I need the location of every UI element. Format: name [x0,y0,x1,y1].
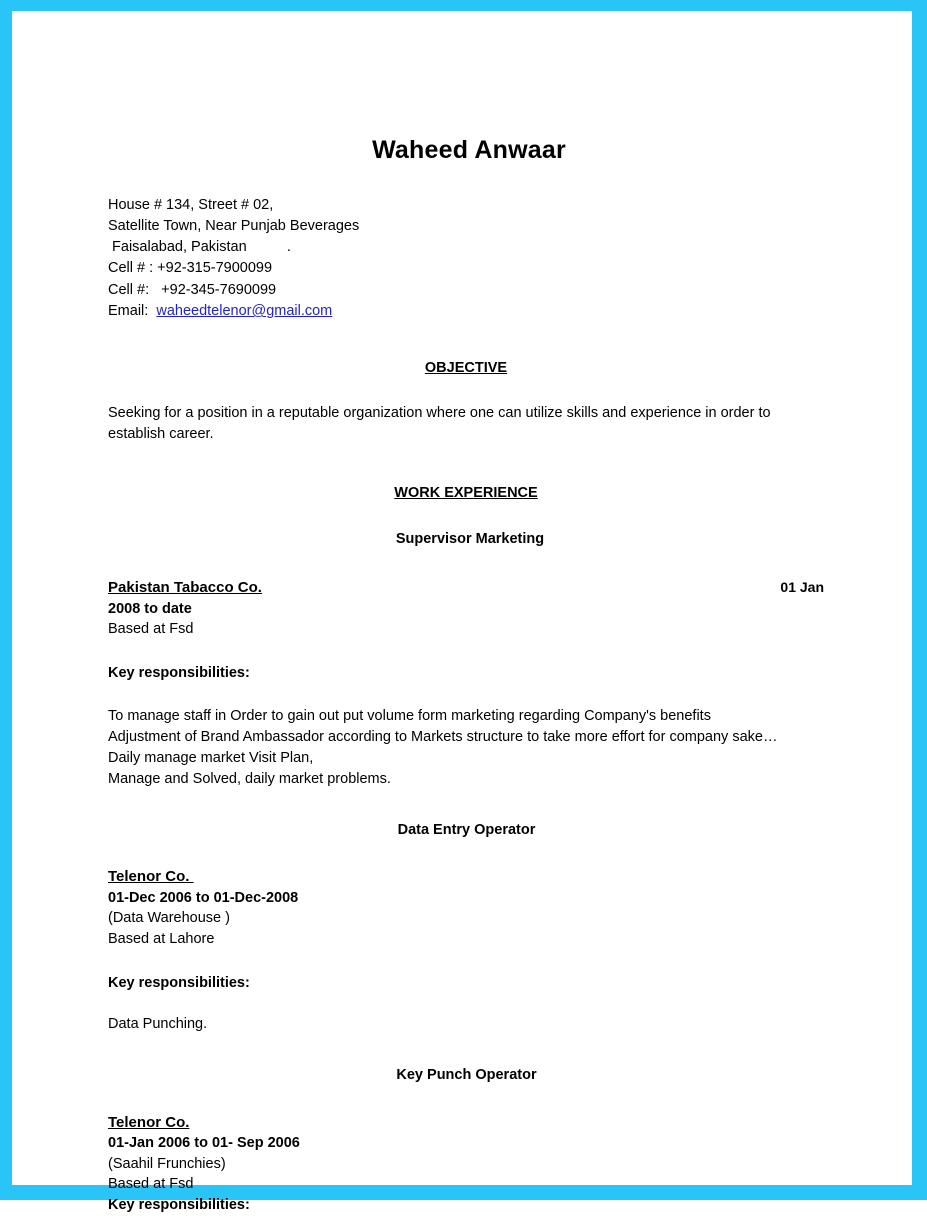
address-line-3: Faisalabad, Pakistan . [108,239,291,256]
key-responsibilities-label-3: Key responsibilities: [108,1197,250,1214]
key-responsibilities-label-1: Key responsibilities: [108,665,250,682]
job-title-key-punch-operator: Key Punch Operator [396,1067,537,1084]
work-experience-heading [108,483,824,504]
employer-date-right-1: 01 Jan [780,579,824,596]
job-title-supervisor-marketing: Supervisor Marketing [395,530,545,547]
responsibility-item: Manage and Solved, daily market problems. [108,770,391,787]
job-duration-2: 01-Dec 2006 to 01-Dec-2008 [108,889,299,906]
address-line-2: Satellite Town, Near Punjab Beverages [108,217,360,234]
employer-name-1: Pakistan Tabacco Co. [108,579,262,597]
phone-secondary: Cell #: +92-345-7690099 [108,281,277,298]
job-location-3: Based at Fsd [108,1176,194,1193]
objective-heading-text: OBJECTIVE [424,360,508,377]
job-duration-3: 01-Jan 2006 to 01- Sep 2006 [108,1134,300,1151]
responsibility-item: Daily manage market Visit Plan, [108,749,314,766]
job-department-3: (Saahil Frunchies) [108,1155,226,1172]
job-location-2: Based at Lahore [108,931,215,948]
responsibility-item: To manage staff in Order to gain out put volume form marketing regarding Company's benefits [108,707,711,724]
address-line-1: House # 134, Street # 02, [108,196,274,213]
resume-document [12,11,912,1214]
employer-row-3 [108,1112,824,1133]
objective-heading [108,358,824,379]
candidate-name: Waheed Anwaar [372,136,566,164]
job-department-2: (Data Warehouse ) [108,910,230,927]
responsibilities-list-1 [108,706,824,790]
email-link[interactable]: waheedtelenor@gmail.com [156,303,333,320]
employer-row-2 [108,866,824,887]
email-label: Email: [108,303,157,320]
page-sheet [12,11,912,1214]
employer-name-3: Telenor Co. [108,1113,190,1131]
employer-name-2: Telenor Co. [108,868,194,886]
job-duration-1: 2008 to date [108,600,192,617]
job-title-data-entry-operator: Data Entry Operator [397,821,536,838]
responsibility-item: Adjustment of Brand Ambassador according to Markets structure to take more effort for company sake… [108,728,778,745]
key-responsibilities-label-2: Key responsibilities: [108,974,250,991]
email-row [108,301,824,322]
phone-primary: Cell # : +92-315-7900099 [108,260,273,277]
job-location-1: Based at Fsd [108,621,194,638]
employer-row-1 [108,577,824,598]
contact-block [108,195,824,323]
work-experience-heading-text: WORK EXPERIENCE [394,485,538,502]
objective-text: Seeking for a position in a reputable organization where one can utilize skills and experience in order to establish career. [108,404,771,443]
responsibility-item: Data Punching. [108,1016,208,1033]
